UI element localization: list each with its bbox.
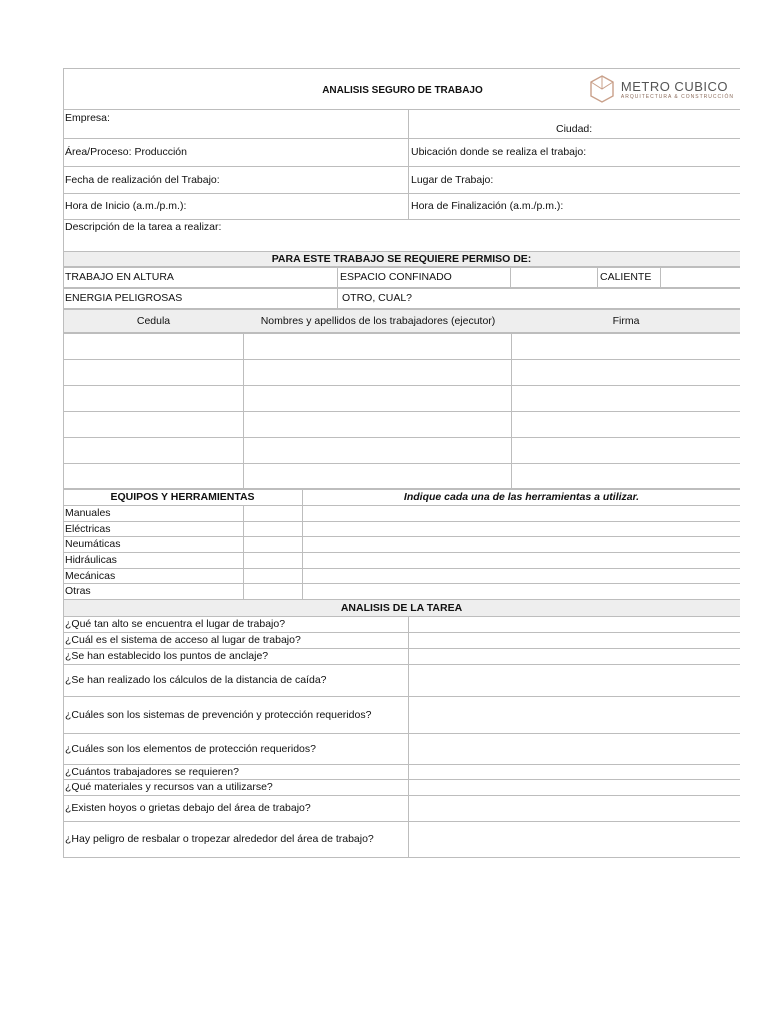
form-title: ANALISIS SEGURO DE TRABAJO bbox=[322, 84, 483, 96]
ubicacion-label: Ubicación donde se realiza el trabajo: bbox=[411, 146, 587, 158]
equipment-type bbox=[63, 553, 244, 568]
question-label: ¿Se han realizado los cálculos de la distancia de caída? bbox=[63, 665, 409, 696]
analysis-row bbox=[63, 617, 740, 633]
equipment-description[interactable] bbox=[303, 522, 740, 537]
equipment-type-label: Eléctricas bbox=[65, 522, 111, 535]
workers-header-row bbox=[63, 310, 740, 334]
answer-field[interactable] bbox=[409, 617, 740, 632]
equipment-check[interactable] bbox=[244, 569, 303, 584]
permit-otro-label: OTRO, CUAL? bbox=[342, 292, 413, 304]
fecha-row bbox=[63, 167, 740, 194]
answer-field[interactable] bbox=[409, 734, 740, 764]
equipment-instruction-label: Indique cada una de las herramientas a utilizar. bbox=[403, 491, 640, 503]
answer-field[interactable] bbox=[409, 796, 740, 821]
permit-confinado-label: ESPACIO CONFINADO bbox=[340, 271, 452, 283]
equipment-list bbox=[63, 506, 740, 600]
logo-subtitle: ARQUITECTURA & CONSTRUCCIÓN bbox=[620, 93, 734, 100]
worker-nombre-cell[interactable] bbox=[244, 386, 512, 411]
equipment-check[interactable] bbox=[244, 522, 303, 537]
permit-blank[interactable] bbox=[511, 268, 598, 287]
analysis-heading: ANALISIS DE LA TAREA bbox=[340, 601, 463, 614]
question-label: ¿Cuáles son los sistemas de prevención y protección requeridos? bbox=[63, 697, 409, 733]
fecha-field[interactable] bbox=[63, 167, 409, 193]
worker-nombre-cell[interactable] bbox=[244, 334, 512, 359]
worker-firma-cell[interactable] bbox=[512, 412, 740, 437]
equipment-type-label: Hidráulicas bbox=[65, 553, 117, 566]
equipment-type bbox=[63, 522, 244, 537]
equipment-type bbox=[63, 537, 244, 552]
question-label: ¿Se han establecido los puntos de anclaje? bbox=[63, 649, 409, 664]
hora-fin-label: Hora de Finalización (a.m./p.m.): bbox=[411, 200, 564, 212]
answer-field[interactable] bbox=[409, 697, 740, 733]
worker-firma-cell[interactable] bbox=[512, 334, 740, 359]
equipment-row bbox=[63, 569, 740, 585]
permit-otro[interactable] bbox=[338, 289, 740, 308]
equipment-description[interactable] bbox=[303, 506, 740, 521]
lugar-field[interactable] bbox=[409, 167, 740, 193]
question-label: ¿Hay peligro de resbalar o tropezar alrededor del área de trabajo? bbox=[63, 822, 409, 857]
analysis-row bbox=[63, 780, 740, 796]
analysis-row bbox=[63, 649, 740, 665]
analysis-row bbox=[63, 665, 740, 697]
worker-cedula-cell[interactable] bbox=[63, 464, 244, 488]
hora-row bbox=[63, 194, 740, 220]
company-logo bbox=[589, 74, 734, 104]
equipment-row bbox=[63, 522, 740, 538]
worker-nombre-cell[interactable] bbox=[244, 412, 512, 437]
worker-row bbox=[63, 412, 740, 438]
area-row bbox=[63, 139, 740, 167]
equipment-description[interactable] bbox=[303, 569, 740, 584]
worker-nombre-cell[interactable] bbox=[244, 464, 512, 488]
area-label: Área/Proceso: Producción bbox=[65, 146, 187, 158]
col-firma-label: Firma bbox=[612, 314, 640, 327]
descripcion-row bbox=[63, 220, 740, 252]
worker-row bbox=[63, 438, 740, 464]
ubicacion-field[interactable] bbox=[409, 139, 740, 166]
equipment-check[interactable] bbox=[244, 553, 303, 568]
worker-row bbox=[63, 464, 740, 490]
permit-caliente-check[interactable] bbox=[661, 268, 740, 287]
worker-firma-cell[interactable] bbox=[512, 360, 740, 385]
answer-field[interactable] bbox=[409, 765, 740, 779]
title-row bbox=[63, 68, 740, 110]
col-cedula-label: Cedula bbox=[136, 314, 171, 327]
permit-row-2 bbox=[63, 289, 740, 310]
worker-firma-cell[interactable] bbox=[512, 438, 740, 463]
safety-analysis-form bbox=[63, 68, 740, 858]
equipment-type-label: Mecánicas bbox=[65, 569, 116, 582]
descripcion-label: Descripción de la tarea a realizar: bbox=[65, 221, 222, 233]
empresa-row bbox=[63, 110, 740, 139]
analysis-row bbox=[63, 734, 740, 765]
equipment-description[interactable] bbox=[303, 584, 740, 599]
equipment-heading bbox=[63, 490, 303, 505]
equipment-header-row bbox=[63, 490, 740, 506]
equipment-type-label: Neumáticas bbox=[65, 538, 121, 551]
equipment-type bbox=[63, 584, 244, 599]
workers-table-body bbox=[63, 334, 740, 490]
worker-firma-cell[interactable] bbox=[512, 386, 740, 411]
permit-confinado[interactable] bbox=[338, 268, 511, 287]
equipment-row bbox=[63, 584, 740, 600]
equipment-row bbox=[63, 553, 740, 569]
worker-nombre-cell[interactable] bbox=[244, 360, 512, 385]
worker-row bbox=[63, 334, 740, 360]
permit-heading-row bbox=[63, 252, 740, 268]
answer-field[interactable] bbox=[409, 822, 740, 857]
worker-cedula-cell[interactable] bbox=[63, 438, 244, 463]
question-label: ¿Cuántos trabajadores se requieren? bbox=[63, 765, 409, 779]
answer-field[interactable] bbox=[409, 649, 740, 664]
hora-inicio-field[interactable] bbox=[63, 194, 409, 219]
equipment-type bbox=[63, 569, 244, 584]
analysis-row bbox=[63, 796, 740, 822]
equipment-check[interactable] bbox=[244, 584, 303, 599]
equipment-type-label: Otras bbox=[65, 585, 91, 598]
permit-energia[interactable] bbox=[63, 289, 338, 308]
worker-cedula-cell[interactable] bbox=[63, 334, 244, 359]
fecha-label: Fecha de realización del Trabajo: bbox=[65, 173, 220, 186]
equipment-check[interactable] bbox=[244, 506, 303, 521]
analysis-questions bbox=[63, 617, 740, 858]
worker-firma-cell[interactable] bbox=[512, 464, 740, 488]
ciudad-field[interactable] bbox=[409, 110, 740, 138]
equipment-row bbox=[63, 537, 740, 553]
hora-fin-field[interactable] bbox=[409, 194, 740, 219]
worker-row bbox=[63, 360, 740, 386]
permit-caliente[interactable] bbox=[598, 268, 661, 287]
worker-cedula-cell[interactable] bbox=[63, 360, 244, 385]
logo-name: METRO CUBICO bbox=[620, 78, 728, 94]
answer-field[interactable] bbox=[409, 633, 740, 648]
question-label: ¿Existen hoyos o grietas debajo del área de trabajo? bbox=[63, 796, 409, 821]
cube-outline-icon bbox=[589, 74, 615, 104]
answer-field[interactable] bbox=[409, 780, 740, 795]
analysis-row bbox=[63, 697, 740, 734]
equipment-row bbox=[63, 506, 740, 522]
equipment-description[interactable] bbox=[303, 553, 740, 568]
analysis-row bbox=[63, 633, 740, 649]
permit-heading: PARA ESTE TRABAJO SE REQUIERE PERMISO DE: bbox=[271, 252, 532, 265]
analysis-row bbox=[63, 822, 740, 858]
worker-row bbox=[63, 386, 740, 412]
worker-cedula-cell[interactable] bbox=[63, 412, 244, 437]
answer-field[interactable] bbox=[409, 665, 740, 696]
ciudad-label: Ciudad: bbox=[556, 123, 593, 135]
question-label: ¿Qué materiales y recursos van a utilizarse? bbox=[63, 780, 409, 795]
equipment-description[interactable] bbox=[303, 537, 740, 552]
equipment-type-label: Manuales bbox=[65, 506, 111, 519]
col-nombres-label: Nombres y apellidos de los trabajadores (ejecutor) bbox=[260, 314, 496, 327]
col-nombres bbox=[244, 310, 512, 332]
form-left-border bbox=[63, 68, 64, 858]
question-label: ¿Qué tan alto se encuentra el lugar de trabajo? bbox=[63, 617, 409, 632]
question-label: ¿Cuáles son los elementos de protección requeridos? bbox=[63, 734, 409, 764]
permit-altura[interactable] bbox=[63, 268, 338, 287]
permit-caliente-label: CALIENTE bbox=[600, 271, 652, 283]
empresa-field[interactable] bbox=[63, 110, 409, 138]
question-label: ¿Cuál es el sistema de acceso al lugar de trabajo? bbox=[63, 633, 409, 648]
col-firma bbox=[512, 310, 740, 332]
equipment-check[interactable] bbox=[244, 537, 303, 552]
permit-altura-label: TRABAJO EN ALTURA bbox=[65, 271, 174, 283]
worker-nombre-cell[interactable] bbox=[244, 438, 512, 463]
analysis-heading-row bbox=[63, 600, 740, 617]
worker-cedula-cell[interactable] bbox=[63, 386, 244, 411]
analysis-row bbox=[63, 765, 740, 780]
area-field[interactable] bbox=[63, 139, 409, 166]
equipment-heading-label: EQUIPOS Y HERRAMIENTAS bbox=[110, 491, 255, 503]
lugar-label: Lugar de Trabajo: bbox=[411, 173, 494, 186]
equipment-instruction bbox=[303, 490, 740, 505]
hora-inicio-label: Hora de Inicio (a.m./p.m.): bbox=[65, 200, 187, 212]
descripcion-field[interactable] bbox=[63, 220, 740, 251]
permit-energia-label: ENERGIA PELIGROSAS bbox=[65, 292, 183, 304]
col-cedula bbox=[63, 310, 244, 332]
permit-row-1 bbox=[63, 268, 740, 289]
equipment-type bbox=[63, 506, 244, 521]
empresa-label: Empresa: bbox=[65, 112, 110, 124]
